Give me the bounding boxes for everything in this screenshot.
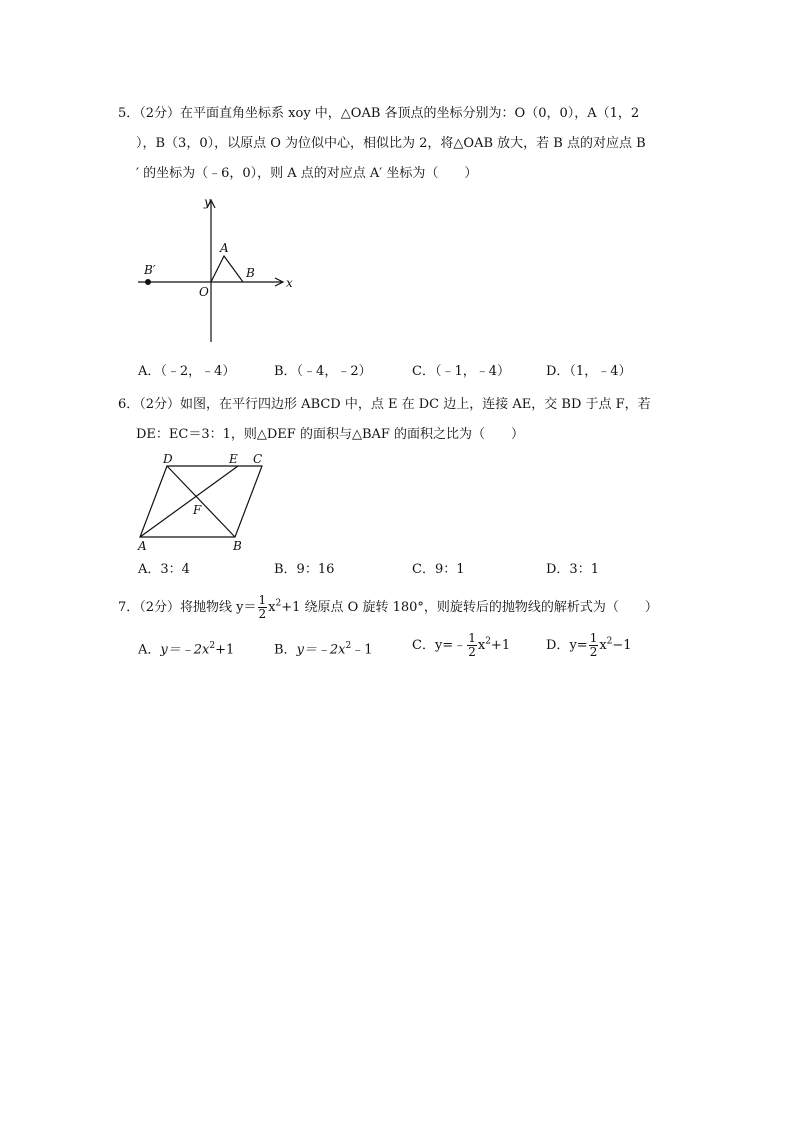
label-f: F [193, 503, 202, 517]
q7-option-d-num: 1 [589, 631, 598, 645]
segment-ae [140, 466, 238, 537]
q7-option-c-den: 2 [468, 645, 476, 659]
q7-option-c-tail: +1 [490, 638, 511, 653]
q7-x: x [268, 600, 276, 615]
q7-option-a-label: A． [138, 642, 161, 658]
label-b: B [233, 539, 242, 553]
q5-text-line-2: ），B（3，0），以原点 O 为位似中心，相似比为 2，将△OAB 放大，若 B 点的对应点 B [136, 136, 646, 151]
label-y: y [204, 195, 211, 209]
q6-option-d[interactable]: D．3：1 [546, 562, 599, 577]
q7-option-d-den: 2 [589, 645, 598, 659]
q7-exp: 2 [275, 598, 282, 609]
q5-text-line-3: ′ 的坐标为（﹣6，0），则 A 点的对应点 A′ 坐标为（ ） [136, 166, 478, 181]
label-o: O [199, 285, 209, 299]
q7-option-b-body: y＝﹣2x [296, 642, 346, 658]
q7-option-c-x: x [477, 638, 486, 653]
q7-option-c-fraction [467, 632, 477, 659]
q7-option-b-tail: ﹣1 [351, 642, 373, 658]
q7-option-d-pre: y= [569, 638, 588, 653]
q5-text-line-1: 5．（2分）在平面直角坐标系 xoy 中，△OAB 各顶点的坐标分别为：O（0，0），A（1，2 [118, 106, 640, 121]
q7-option-c-exp: 2 [485, 636, 491, 647]
label-a: A [220, 241, 229, 255]
q5-option-a[interactable]: A．（﹣2，﹣4） [138, 364, 236, 379]
q6-text-line-1: 6．（2分）如图，在平行四边形 ABCD 中，点 E 在 DC 边上，连接 AE，交 BD 于点 F，若 [118, 397, 651, 412]
label-c: C [253, 452, 263, 466]
q7-option-c-label: C． [412, 638, 435, 653]
label-a: A [138, 539, 147, 553]
diagonal-bd [167, 466, 235, 537]
q7-option-c-num: 1 [468, 631, 476, 645]
q7-option-a-tail: +1 [215, 642, 235, 658]
triangle-oab [211, 256, 243, 282]
q7-suffix: +1 绕原点 O 旋转 180°，则旋转后的抛物线的解析式为（ ） [281, 600, 658, 615]
q7-frac-den: 2 [258, 607, 267, 621]
q6-option-c[interactable]: C．9：1 [412, 562, 465, 577]
q7-option-a[interactable] [138, 638, 234, 658]
q7-frac-num: 1 [258, 593, 267, 607]
label-x: x [286, 276, 293, 290]
q7-option-b-label: B． [274, 642, 297, 658]
q7-option-d-tail: −1 [612, 638, 632, 653]
q7-option-c[interactable] [412, 632, 510, 659]
q5-option-c[interactable]: C．（﹣1，﹣4） [412, 364, 510, 379]
q7-option-a-exp: 2 [209, 641, 216, 651]
q5-option-d[interactable]: D．（1，﹣4） [546, 364, 632, 379]
label-b: B [246, 266, 255, 280]
label-e: E [229, 452, 238, 466]
q7-fraction [258, 594, 268, 621]
q7-option-d-label: D． [546, 638, 570, 653]
q5-coordinate-figure [130, 192, 305, 347]
q7-option-a-body: y＝﹣2x [160, 642, 210, 658]
q7-option-b-exp: 2 [345, 641, 352, 651]
q7-option-d-fraction [589, 632, 599, 659]
label-b-prime: B′ [144, 263, 156, 277]
q7-option-c-pre: y=﹣ [434, 638, 467, 653]
q6-text-line-2: DE：EC＝3：1，则△DEF 的面积与△BAF 的面积之比为（ ） [136, 427, 525, 442]
q7-option-b[interactable] [274, 638, 373, 658]
q6-option-b[interactable]: B．9：16 [274, 562, 335, 577]
q6-parallelogram-figure [132, 449, 272, 555]
point-b-prime [145, 279, 151, 285]
q7-option-d[interactable] [546, 632, 632, 659]
q5-option-b[interactable]: B．（﹣4，﹣2） [274, 364, 372, 379]
q7-text-line [118, 594, 658, 621]
label-d: D [163, 452, 173, 466]
q7-prefix: 7．（2分）将抛物线 y＝ [118, 600, 257, 615]
q7-option-d-x: x [599, 638, 607, 653]
q7-option-d-exp: 2 [606, 636, 613, 647]
q6-option-a[interactable]: A．3：4 [138, 562, 190, 577]
